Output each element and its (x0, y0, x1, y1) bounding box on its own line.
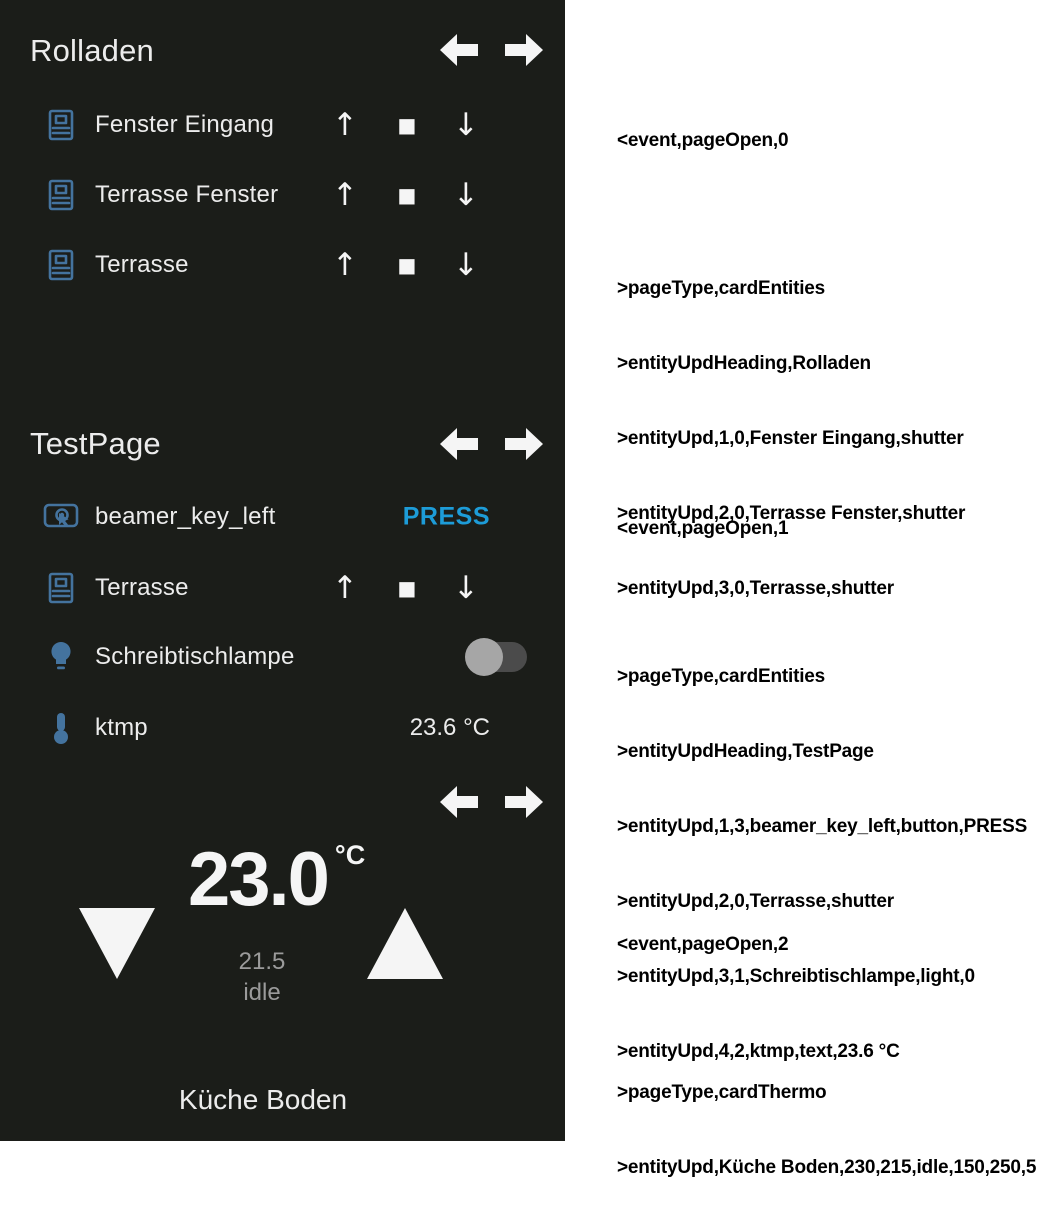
temperature-unit: °C (334, 840, 366, 870)
setpoint-up-button[interactable] (367, 908, 443, 979)
press-button[interactable]: PRESS (402, 502, 490, 531)
entity-label: Fenster Eingang (95, 111, 275, 138)
protocol-line: <event,pageOpen,2 (617, 934, 789, 955)
lightbulb-icon (42, 638, 80, 676)
current-temperature (188, 837, 366, 922)
page-next-button[interactable] (505, 785, 543, 819)
arrow-right-icon (505, 785, 543, 819)
entity-row (0, 706, 565, 750)
protocol-gap (617, 203, 965, 226)
protocol-line: >pageType,cardEntities (617, 278, 826, 299)
protocol-gap (617, 591, 1027, 614)
page-prev-button[interactable] (440, 785, 478, 819)
shutter-up-button[interactable]: ↑ (332, 107, 358, 143)
entity-label: Terrasse (95, 251, 189, 278)
shutter-down-button[interactable]: ↓ (453, 107, 479, 143)
page-next-button[interactable] (505, 427, 543, 461)
shutter-stop-button[interactable]: ■ (397, 253, 417, 277)
entity-row (0, 173, 565, 217)
protocol-line: <event,pageOpen,0 (617, 130, 789, 151)
arrow-right-icon (505, 427, 543, 461)
shutter-up-button[interactable]: ↑ (332, 177, 358, 213)
protocol-gap (617, 1007, 1036, 1030)
protocol-line: >entityUpd,3,1,Schreibtischlampe,light,0 (617, 966, 975, 987)
arrow-left-icon (440, 785, 478, 819)
entity-label: beamer_key_left (95, 503, 276, 530)
entity-row (0, 243, 565, 287)
entity-label: Terrasse (95, 574, 189, 601)
hvac-state: idle (243, 979, 281, 1006)
protocol-line: >entityUpdHeading,Rolladen (617, 353, 871, 374)
entity-label: ktmp (95, 714, 148, 741)
protocol-line: >entityUpd,3,0,Terrasse,shutter (617, 578, 894, 599)
setpoint-down-button[interactable] (79, 908, 155, 979)
card-heading-rolladen: Rolladen (30, 33, 154, 68)
protocol-line: >entityUpd,4,2,ktmp,text,23.6 °C (617, 1041, 900, 1062)
arrow-right-icon (505, 33, 543, 67)
window-shutter-icon (42, 106, 80, 144)
shutter-down-button[interactable]: ↓ (453, 570, 479, 606)
window-shutter-icon (42, 176, 80, 214)
arrow-left-icon (440, 427, 478, 461)
toggle-knob (465, 638, 503, 676)
shutter-down-button[interactable]: ↓ (453, 177, 479, 213)
thermostat-name: Küche Boden (178, 1084, 348, 1115)
sensor-value: 23.6 °C (409, 714, 490, 741)
protocol-line: >entityUpdHeading,TestPage (617, 741, 874, 762)
window-shutter-icon (42, 569, 80, 607)
shutter-down-button[interactable]: ↓ (453, 247, 479, 283)
protocol-line: >pageType,cardThermo (617, 1082, 827, 1103)
thermometer-icon (42, 709, 80, 747)
entity-row (0, 635, 565, 679)
shutter-stop-button[interactable]: ■ (397, 576, 417, 600)
arrow-left-icon (440, 33, 478, 67)
light-toggle-switch[interactable] (471, 642, 527, 672)
entity-row (0, 495, 565, 539)
protocol-line: >entityUpd,1,3,beamer_key_left,button,PRESS (617, 816, 1028, 837)
entity-label: Schreibtischlampe (95, 643, 295, 670)
triangle-down-icon (79, 908, 155, 979)
protocol-line: >entityUpd,2,0,Terrasse,shutter (617, 891, 894, 912)
shutter-up-button[interactable]: ↑ (332, 247, 358, 283)
protocol-line: >entityUpd,Küche Boden,230,215,idle,150,250,5 (617, 1157, 1037, 1178)
protocol-line: <event,pageOpen,1 (617, 518, 789, 539)
entity-label: Terrasse Fenster (95, 181, 279, 208)
entity-row (0, 103, 565, 147)
shutter-stop-button[interactable]: ■ (397, 183, 417, 207)
page-prev-button[interactable] (440, 427, 478, 461)
window-shutter-icon (42, 246, 80, 284)
current-temperature-value: 23.0 (188, 837, 328, 922)
gesture-tap-button-icon (42, 498, 80, 536)
protocol-line: >entityUpd,1,0,Fenster Eingang,shutter (617, 428, 964, 449)
shutter-up-button[interactable]: ↑ (332, 570, 358, 606)
card-heading-testpage: TestPage (30, 426, 161, 461)
triangle-up-icon (367, 908, 443, 979)
protocol-line: >entityUpd,2,0,Terrasse Fenster,shutter (617, 503, 966, 524)
protocol-line: >pageType,cardEntities (617, 666, 826, 687)
page-next-button[interactable] (505, 33, 543, 67)
setpoint-temperature: 21.5 (238, 948, 286, 975)
entity-row (0, 566, 565, 610)
protocol-block-2 (617, 882, 1036, 1230)
page-prev-button[interactable] (440, 33, 478, 67)
shutter-stop-button[interactable]: ■ (397, 113, 417, 137)
